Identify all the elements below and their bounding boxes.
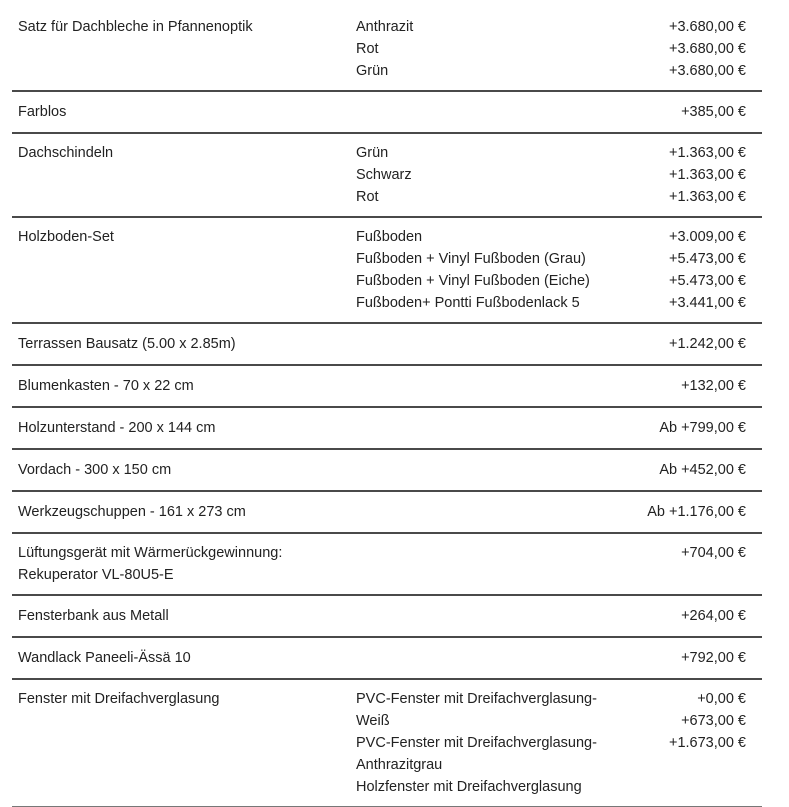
product-name: Satz für Dachbleche in Pfannenoptik xyxy=(18,19,253,35)
table-row xyxy=(12,450,762,492)
price: +704,00 € xyxy=(681,545,746,561)
option-label: Rot xyxy=(356,41,379,57)
product-prices xyxy=(644,142,756,208)
product-name: Blumenkasten - 70 x 22 cm xyxy=(18,378,194,394)
product-prices xyxy=(644,647,756,669)
price: +673,00 € xyxy=(681,713,746,729)
product-options xyxy=(350,417,644,439)
option-label: Anthrazitgrau xyxy=(356,757,443,773)
price: +385,00 € xyxy=(681,104,746,120)
product-options xyxy=(350,647,644,669)
product-prices xyxy=(644,417,756,439)
option-label: Rot xyxy=(356,189,379,205)
product-prices xyxy=(644,688,756,798)
product-name: Holzunterstand - 200 x 144 cm xyxy=(18,420,216,436)
product-options xyxy=(350,333,644,355)
price: +3.680,00 € xyxy=(668,19,746,35)
product-options xyxy=(350,459,644,481)
option-label: PVC-Fenster mit Dreifachverglasung- xyxy=(356,691,597,707)
price: +5.473,00 € xyxy=(668,251,746,267)
product-name: Fensterbank aus Metall xyxy=(18,608,169,624)
option-label: Fußboden + Vinyl Fußboden (Eiche) xyxy=(356,273,590,289)
price: +264,00 € xyxy=(681,608,746,624)
product-name: Dachschindeln xyxy=(18,145,114,161)
option-label: Fußboden + Vinyl Fußboden (Grau) xyxy=(356,251,586,267)
table-row xyxy=(12,408,762,450)
table-row xyxy=(12,680,762,807)
table-row xyxy=(12,492,762,534)
product-options xyxy=(350,542,644,586)
price: Ab +452,00 € xyxy=(659,462,746,478)
product-prices xyxy=(644,333,756,355)
option-label: Fußboden xyxy=(356,229,423,245)
price: +1.242,00 € xyxy=(668,336,746,352)
price: +1.363,00 € xyxy=(668,167,746,183)
option-label: Schwarz xyxy=(356,167,412,183)
product-prices xyxy=(644,542,756,586)
product-options xyxy=(350,142,644,208)
product-name: Farblos xyxy=(18,104,67,120)
product-name: Wandlack Paneeli-Ässä 10 xyxy=(18,650,191,666)
price: +3.680,00 € xyxy=(668,63,746,79)
product-options xyxy=(350,101,644,123)
price: +0,00 € xyxy=(697,691,746,707)
product-name-line: Rekuperator VL-80U5-E xyxy=(18,567,174,583)
option-label: Grün xyxy=(356,145,389,161)
price: +1.363,00 € xyxy=(668,145,746,161)
product-name: Holzboden-Set xyxy=(18,229,114,245)
price: +3.680,00 € xyxy=(668,41,746,57)
table-row xyxy=(12,366,762,408)
table-row xyxy=(12,534,762,596)
product-prices xyxy=(644,101,756,123)
product-options-table xyxy=(12,8,762,807)
table-row xyxy=(12,324,762,366)
price: +3.009,00 € xyxy=(668,229,746,245)
product-options xyxy=(350,375,644,397)
product-options xyxy=(350,688,644,798)
price: +3.441,00 € xyxy=(668,295,746,311)
product-name: Vordach - 300 x 150 cm xyxy=(18,462,172,478)
product-options xyxy=(350,226,644,314)
table-row xyxy=(12,596,762,638)
option-label: Fußboden+ Pontti Fußbodenlack 5 xyxy=(356,295,580,311)
price: Ab +799,00 € xyxy=(659,420,746,436)
price: +1.673,00 € xyxy=(668,735,746,751)
option-label: Grün xyxy=(356,63,389,79)
product-name-line: Lüftungsgerät mit Wärmerückgewinnung: xyxy=(18,545,283,561)
price: Ab +1.176,00 € xyxy=(647,504,746,520)
product-name: Werkzeugschuppen - 161 x 273 cm xyxy=(18,504,246,520)
product-options xyxy=(350,16,644,82)
product-prices xyxy=(644,501,756,523)
option-label: Weiß xyxy=(356,713,390,729)
option-label: PVC-Fenster mit Dreifachverglasung- xyxy=(356,735,597,751)
price: +132,00 € xyxy=(681,378,746,394)
product-name: Terrassen Bausatz (5.00 x 2.85m) xyxy=(18,336,236,352)
product-prices xyxy=(644,459,756,481)
table-row xyxy=(12,638,762,680)
table-row xyxy=(12,134,762,218)
table-row xyxy=(12,92,762,134)
product-options xyxy=(350,605,644,627)
price: +5.473,00 € xyxy=(668,273,746,289)
table-row xyxy=(12,8,762,92)
product-name xyxy=(12,542,350,586)
product-prices xyxy=(644,226,756,314)
price: +792,00 € xyxy=(681,650,746,666)
product-prices xyxy=(644,375,756,397)
product-prices xyxy=(644,16,756,82)
option-label: Anthrazit xyxy=(356,19,414,35)
table-row xyxy=(12,218,762,324)
product-prices xyxy=(644,605,756,627)
price: +1.363,00 € xyxy=(668,189,746,205)
product-name: Fenster mit Dreifachverglasung xyxy=(18,691,220,707)
option-label: Holzfenster mit Dreifachverglasung xyxy=(356,779,582,795)
product-options xyxy=(350,501,644,523)
